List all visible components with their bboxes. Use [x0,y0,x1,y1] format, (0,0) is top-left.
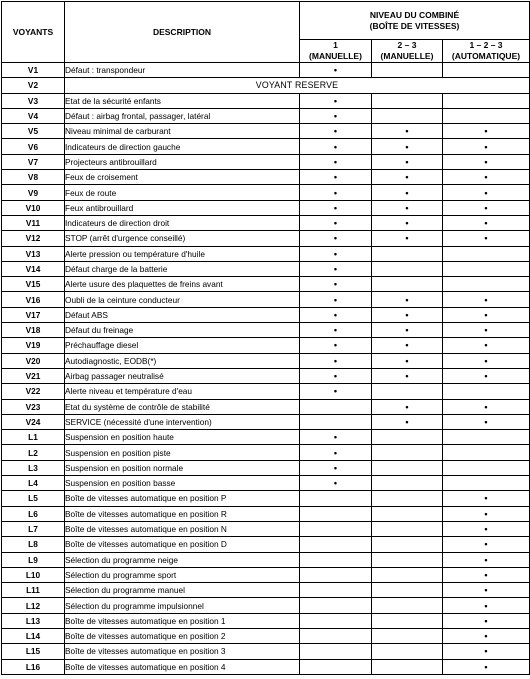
availability-level-2-3-empty [372,552,443,567]
availability-level-automatic-dot: • [443,323,530,338]
table-row [2,613,530,628]
availability-level-2-3-dot: • [372,368,443,383]
availability-level-automatic-empty [443,460,530,475]
voyant-code: V7 [2,154,65,169]
availability-level-1-dot: • [300,277,372,292]
availability-level-1-empty [300,521,372,536]
voyant-code: V12 [2,231,65,246]
availability-level-2-3-dot: • [372,414,443,429]
availability-level-1-dot: • [300,231,372,246]
table-row [2,521,530,536]
voyant-description: STOP (arrêt d'urgence conseillé) [65,231,300,246]
availability-level-2-3-empty [372,491,443,506]
voyant-code: V23 [2,399,65,414]
availability-level-1-empty [300,491,372,506]
table-row [2,353,530,368]
availability-level-2-3-dot: • [372,185,443,200]
voyant-code: V3 [2,93,65,108]
availability-level-2-3-dot: • [372,200,443,215]
table-row [2,200,530,215]
availability-level-automatic-dot: • [443,368,530,383]
voyant-description: Autodiagnostic, EODB(*) [65,353,300,368]
table-row [2,170,530,185]
voyant-description: Boîte de vitesses automatique en position 3 [65,644,300,659]
availability-level-automatic-dot: • [443,231,530,246]
availability-level-1-empty [300,537,372,552]
availability-level-2-3-empty [372,644,443,659]
voyant-description: Boîte de vitesses automatique en position R [65,506,300,521]
table-row [2,63,530,78]
availability-level-automatic-dot: • [443,215,530,230]
availability-level-2-3-dot: • [372,154,443,169]
table-row [2,124,530,139]
availability-level-2-3-empty [372,108,443,123]
availability-level-2-3-empty [372,277,443,292]
availability-level-2-3-empty [372,521,443,536]
voyant-description: SERVICE (nécessité d'une intervention) [65,414,300,429]
availability-level-2-3-dot: • [372,353,443,368]
voyant-code: L7 [2,521,65,536]
voyant-description: Défaut : transpondeur [65,63,300,78]
availability-level-2-3-dot: • [372,323,443,338]
availability-level-automatic-dot: • [443,399,530,414]
availability-level-automatic-dot: • [443,628,530,643]
availability-level-automatic-dot: • [443,353,530,368]
voyant-code: L4 [2,476,65,491]
availability-level-2-3-empty [372,567,443,582]
voyant-code: V24 [2,414,65,429]
voyant-description: Etat de la sécurité enfants [65,93,300,108]
voyant-description: Niveau minimal de carburant [65,124,300,139]
table-row [2,231,530,246]
availability-level-2-3-empty [372,659,443,674]
indicator-lights-table [1,1,530,675]
availability-level-1-empty [300,644,372,659]
availability-level-1-dot: • [300,170,372,185]
voyant-code: V6 [2,139,65,154]
voyant-code: V2 [2,78,65,93]
availability-level-1-dot: • [300,353,372,368]
availability-level-2-3-dot: • [372,399,443,414]
availability-level-2-3-dot: • [372,124,443,139]
availability-level-1-dot: • [300,445,372,460]
voyant-code: V15 [2,277,65,292]
table-row [2,659,530,674]
voyant-description: Alerte pression ou température d'huile [65,246,300,261]
availability-level-2-3-empty [372,583,443,598]
table-row [2,185,530,200]
voyant-code: V16 [2,292,65,307]
availability-level-1-dot: • [300,307,372,322]
availability-level-2-3-empty [372,460,443,475]
table-row [2,628,530,643]
availability-level-automatic-empty [443,384,530,399]
voyant-description: Défaut ABS [65,307,300,322]
table-row [2,78,530,93]
voyant-code: L13 [2,613,65,628]
availability-level-1-dot: • [300,384,372,399]
availability-level-automatic-dot: • [443,185,530,200]
voyant-code: L14 [2,628,65,643]
voyant-code: V22 [2,384,65,399]
availability-level-automatic-empty [443,93,530,108]
voyant-description: Sélection du programme impulsionnel [65,598,300,613]
table-row [2,506,530,521]
availability-level-1-dot: • [300,200,372,215]
table-row [2,108,530,123]
voyant-code: L12 [2,598,65,613]
voyant-code: V8 [2,170,65,185]
availability-level-1-empty [300,414,372,429]
voyant-code: L9 [2,552,65,567]
voyant-code: L15 [2,644,65,659]
availability-level-automatic-empty [443,277,530,292]
table-row [2,323,530,338]
voyant-code: L2 [2,445,65,460]
voyant-description: Suspension en position basse [65,476,300,491]
voyant-code: V11 [2,215,65,230]
voyant-code: V5 [2,124,65,139]
table-row [2,154,530,169]
table-row [2,567,530,582]
voyant-description: Suspension en position haute [65,430,300,445]
availability-level-1-dot: • [300,292,372,307]
voyant-code: V10 [2,200,65,215]
availability-level-automatic-dot: • [443,124,530,139]
voyant-code: V4 [2,108,65,123]
availability-level-automatic-dot: • [443,521,530,536]
availability-level-automatic-dot: • [443,139,530,154]
header-voyants: VOYANTS [2,2,65,63]
voyant-description: Boîte de vitesses automatique en position 4 [65,659,300,674]
availability-level-automatic-dot: • [443,200,530,215]
table-row [2,491,530,506]
table-row [2,430,530,445]
availability-level-automatic-dot: • [443,552,530,567]
voyant-code: V17 [2,307,65,322]
availability-level-automatic-dot: • [443,170,530,185]
table-row [2,445,530,460]
voyant-description: Feux antibrouillard [65,200,300,215]
availability-level-1-dot: • [300,368,372,383]
availability-level-1-dot: • [300,430,372,445]
availability-level-2-3-dot: • [372,292,443,307]
voyant-code: V1 [2,63,65,78]
voyant-code: L6 [2,506,65,521]
voyant-description: Suspension en position piste [65,445,300,460]
voyant-code: L5 [2,491,65,506]
availability-level-automatic-dot: • [443,567,530,582]
availability-level-automatic-empty [443,476,530,491]
voyant-code: V14 [2,261,65,276]
voyant-code: L3 [2,460,65,475]
table-row [2,399,530,414]
availability-level-automatic-empty [443,63,530,78]
availability-level-2-3-empty [372,598,443,613]
voyant-code: L8 [2,537,65,552]
availability-level-1-empty [300,598,372,613]
availability-level-automatic-empty [443,108,530,123]
availability-level-2-3-dot: • [372,139,443,154]
header-level-1-2-3-automatic: 1 – 2 – 3 (AUTOMATIQUE) [443,40,530,63]
availability-level-1-empty [300,628,372,643]
availability-level-2-3-empty [372,476,443,491]
voyant-description: Indicateurs de direction gauche [65,139,300,154]
availability-level-automatic-empty [443,430,530,445]
availability-level-automatic-dot: • [443,154,530,169]
availability-level-1-dot: • [300,215,372,230]
table-row [2,598,530,613]
voyant-code: V18 [2,323,65,338]
availability-level-1-dot: • [300,139,372,154]
availability-level-automatic-dot: • [443,598,530,613]
availability-level-2-3-empty [372,613,443,628]
availability-level-1-dot: • [300,93,372,108]
table-row [2,583,530,598]
availability-level-automatic-dot: • [443,414,530,429]
table-row [2,368,530,383]
table-row [2,338,530,353]
table-row [2,277,530,292]
voyant-description: Feux de route [65,185,300,200]
voyant-description: Airbag passager neutralisé [65,368,300,383]
table-row [2,552,530,567]
availability-level-1-empty [300,567,372,582]
availability-level-2-3-dot: • [372,338,443,353]
availability-level-2-3-dot: • [372,231,443,246]
voyant-description: Sélection du programme sport [65,567,300,582]
table-row [2,93,530,108]
table-body [2,63,530,675]
availability-level-1-empty [300,659,372,674]
table-row [2,246,530,261]
voyant-code: L1 [2,430,65,445]
voyant-description: Boîte de vitesses automatique en position N [65,521,300,536]
table-row [2,414,530,429]
availability-level-automatic-dot: • [443,613,530,628]
availability-level-automatic-empty [443,445,530,460]
voyant-description: Oubli de la ceinture conducteur [65,292,300,307]
availability-level-1-dot: • [300,338,372,353]
header-niveau-combine: NIVEAU DU COMBINÉ (BOÎTE DE VITESSES) [300,2,530,40]
voyant-code: V20 [2,353,65,368]
availability-level-automatic-dot: • [443,338,530,353]
voyant-description: Boîte de vitesses automatique en position D [65,537,300,552]
availability-level-automatic-empty [443,261,530,276]
availability-level-automatic-dot: • [443,644,530,659]
voyant-description: Projecteurs antibrouillard [65,154,300,169]
availability-level-automatic-dot: • [443,583,530,598]
voyant-code: V21 [2,368,65,383]
availability-level-1-dot: • [300,246,372,261]
voyant-code: L11 [2,583,65,598]
availability-level-automatic-dot: • [443,307,530,322]
availability-level-automatic-dot: • [443,506,530,521]
availability-level-1-empty [300,552,372,567]
availability-level-1-dot: • [300,476,372,491]
availability-level-automatic-empty [443,246,530,261]
voyant-description: Suspension en position normale [65,460,300,475]
availability-level-2-3-empty [372,430,443,445]
table-row [2,460,530,475]
voyant-description: Défaut charge de la batterie [65,261,300,276]
availability-level-2-3-dot: • [372,170,443,185]
voyant-description: Boîte de vitesses automatique en position 1 [65,613,300,628]
table-row [2,292,530,307]
availability-level-1-dot: • [300,261,372,276]
table-row [2,537,530,552]
voyant-code: L16 [2,659,65,674]
availability-level-1-dot: • [300,460,372,475]
availability-level-1-dot: • [300,124,372,139]
table-row [2,384,530,399]
availability-level-2-3-empty [372,63,443,78]
table-row [2,215,530,230]
availability-level-1-dot: • [300,108,372,123]
header-description: DESCRIPTION [65,2,300,63]
availability-level-1-empty [300,613,372,628]
availability-level-2-3-dot: • [372,307,443,322]
availability-level-2-3-empty [372,628,443,643]
availability-level-2-3-empty [372,93,443,108]
availability-level-2-3-empty [372,246,443,261]
availability-level-2-3-empty [372,537,443,552]
voyant-description: Etat du système de contrôle de stabilité [65,399,300,414]
availability-level-1-empty [300,399,372,414]
voyant-description: Feux de croisement [65,170,300,185]
header-level-2-3-manual: 2 – 3 (MANUELLE) [372,40,443,63]
availability-level-1-empty [300,583,372,598]
table-row [2,261,530,276]
availability-level-2-3-empty [372,506,443,521]
availability-level-automatic-dot: • [443,537,530,552]
availability-level-2-3-dot: • [372,215,443,230]
voyant-description: Indicateurs de direction droit [65,215,300,230]
voyant-description: Alerte usure des plaquettes de freins avant [65,277,300,292]
voyant-reserve-label: VOYANT RESERVE [65,78,530,93]
voyant-code: V13 [2,246,65,261]
voyant-description: Alerte niveau et température d'eau [65,384,300,399]
availability-level-automatic-dot: • [443,659,530,674]
availability-level-1-dot: • [300,185,372,200]
table-row [2,644,530,659]
table-row [2,307,530,322]
availability-level-1-dot: • [300,63,372,78]
voyant-code: L10 [2,567,65,582]
voyant-description: Sélection du programme manuel [65,583,300,598]
voyant-description: Défaut : airbag frontal, passager, latéral [65,108,300,123]
header-level-1-manual: 1 (MANUELLE) [300,40,372,63]
voyant-description: Préchauffage diesel [65,338,300,353]
availability-level-automatic-dot: • [443,491,530,506]
voyant-code: V9 [2,185,65,200]
availability-level-1-dot: • [300,154,372,169]
voyant-description: Boîte de vitesses automatique en position 2 [65,628,300,643]
availability-level-automatic-dot: • [443,292,530,307]
voyant-description: Sélection du programme neige [65,552,300,567]
availability-level-2-3-empty [372,445,443,460]
table-row [2,139,530,154]
table-row [2,476,530,491]
voyant-description: Défaut du freinage [65,323,300,338]
availability-level-2-3-empty [372,384,443,399]
availability-level-1-dot: • [300,323,372,338]
voyant-description: Boîte de vitesses automatique en position P [65,491,300,506]
voyant-code: V19 [2,338,65,353]
availability-level-1-empty [300,506,372,521]
availability-level-2-3-empty [372,261,443,276]
